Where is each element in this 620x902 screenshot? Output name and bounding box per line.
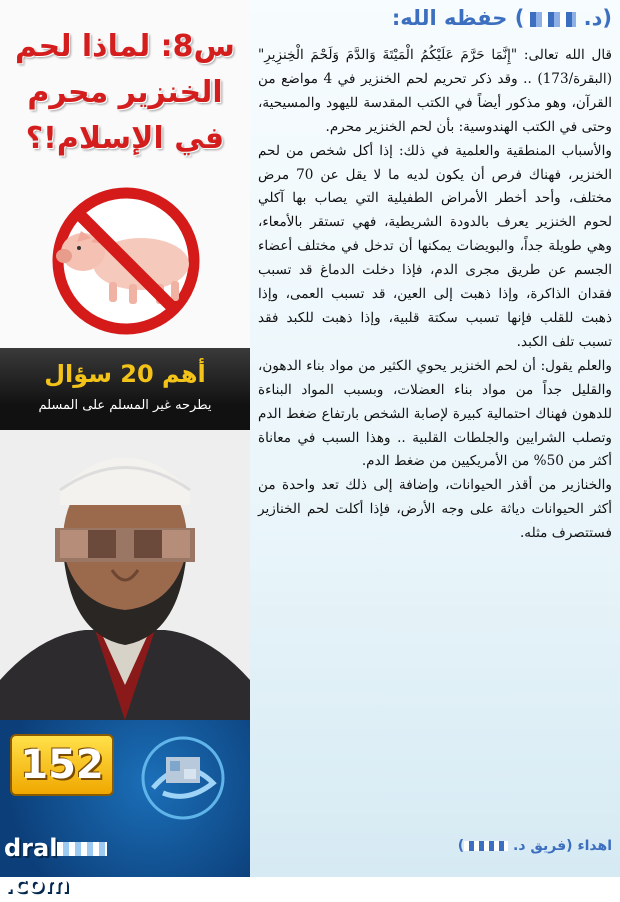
answer-body <box>258 44 612 546</box>
banner-title: أهم 20 سؤال <box>44 360 206 388</box>
censor-block <box>57 842 107 856</box>
question-title: س8: لماذا لحم الخنزير محرم في الإسلام!؟ <box>15 29 235 156</box>
paragraph: والعلم يقول: أن لحم الخنزير يحوي الكثير من مواد بناء الدهون، والقليل جداً من مواد بناء العضلات، وبسبب المواد البناءة للدهون فهناك احتمالية كبيرة لإصابة الشخص بارتفاع ضغط الدم وتصلب الشرايين والجلطات القلبية .. وهذا السبب في معاناة أكثر من 50% من الأمريكيين من ضغط الدم. <box>258 357 612 470</box>
paragraph: والخنازير من أقذر الحيوانات، وإضافة إلى ذلك تعد واحدة من أكثر الحيوانات دياثة على وجه الأرض، فإذا أكلت لحم الخنازير فستتصرف مثله. <box>258 477 612 542</box>
number-badge: 152 <box>10 734 114 796</box>
answer-heading: (د. ) حفظه الله: <box>391 6 612 30</box>
calligraphy-logo-icon <box>128 733 238 823</box>
portrait-photo <box>0 430 250 720</box>
footer-credit: اهداء (فريق د. ) <box>457 838 612 854</box>
website-url[interactable]: dral.com <box>4 830 169 866</box>
banner-subtitle: يطرحه غير المسلم على المسلم <box>38 398 212 413</box>
no-pork-sign-icon <box>21 186 231 336</box>
censor-block <box>464 841 508 851</box>
paragraph: قال الله تعالى: "إِنَّمَا حَرَّمَ عَلَيْكُمُ الْمَيْتَةَ وَالدَّمَ وَلَحْمَ الْخِنزِيرِ" (البقرة/173) .. وقد ذكر تحريم لحم الخنزير في 4 مواضع من القرآن، وهو مذكور أيضاً في الكتب المقدسة لليهود والمسيحية، وحتى في الكتب الهندوسية: بأن لحم الخنزير محرم. <box>258 47 612 135</box>
censor-block <box>524 12 576 27</box>
paragraph: والأسباب المنطقية والعلمية في ذلك: إذا أكل شخص من لحم الخنزير، فهناك فرص أن يكون لديه ما لا يقل عن 70 مرض مختلف، وأحد أخطر الأمراض الطفيلية التي يصاب بها آكلي لحوم الخنزير يعرف بالدودة الشريطية، فهي تستقر بالأمعاء، وهي طويلة جداً، والبويضات يمكنها أن تدخل في مختلف أعضاء الجسم عن طريق مجرى الدم، فإذا دخلت الدماغ قد تسبب فقدان الذاكرة، وإذا ذهبت إلى العين، قد تسبب العمى، وإذا ذهبت للقلب فإنها تسبب سكتة قلبية، وإذا ذهبت للكبد فقد تسبب تلف الكبد. <box>258 142 612 350</box>
